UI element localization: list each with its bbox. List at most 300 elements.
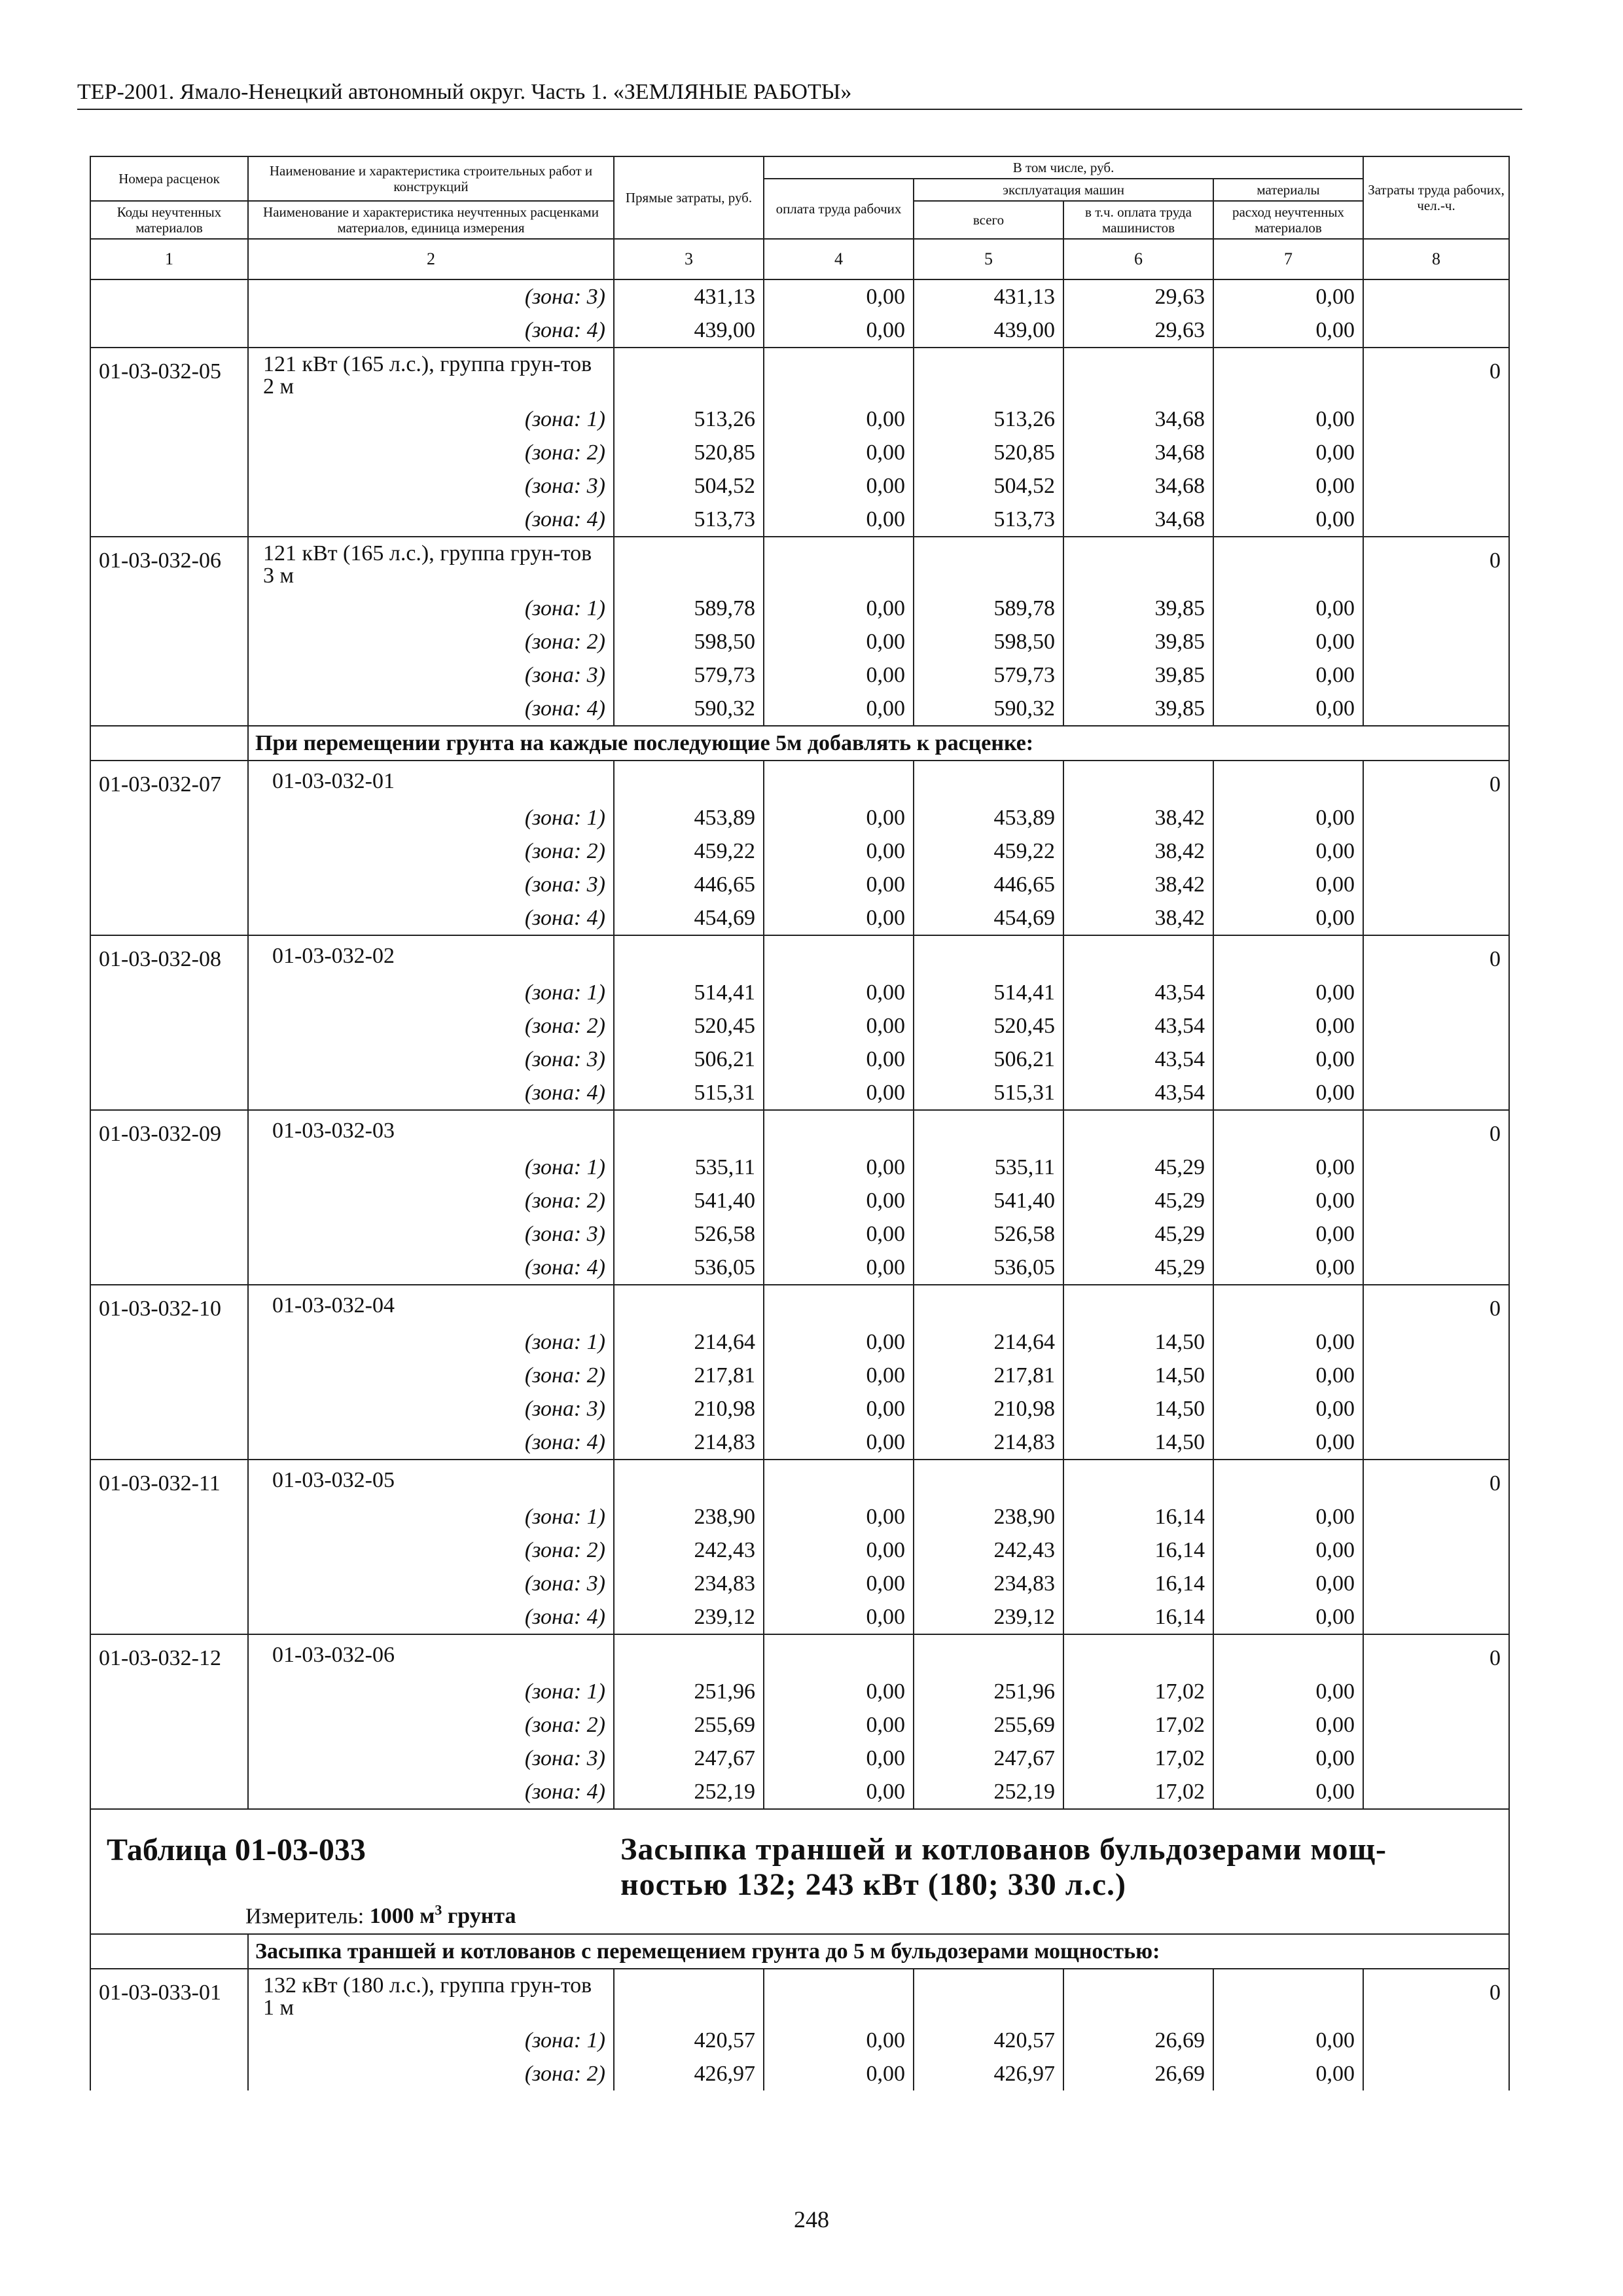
machines-cost: 255,69 xyxy=(914,1708,1063,1742)
direct-cost: 251,96 xyxy=(614,1675,764,1708)
labor-cost: 0 xyxy=(1363,1460,1509,1500)
operators-cost: 14,50 xyxy=(1063,1325,1213,1359)
wages-cost: 0,00 xyxy=(764,436,914,469)
operators-cost: 16,14 xyxy=(1063,1567,1213,1600)
table-row xyxy=(90,1217,1509,1251)
materials-header: материалы xyxy=(1213,179,1363,201)
operators-cost: 39,85 xyxy=(1063,592,1213,625)
direct-cost: 210,98 xyxy=(614,1392,764,1426)
operators-cost: 39,85 xyxy=(1063,625,1213,658)
zone-label: (зона: 4) xyxy=(248,1426,614,1460)
materials-cost: 0,00 xyxy=(1213,1251,1363,1285)
zone-label: (зона: 4) xyxy=(248,314,614,348)
direct-cost: 242,43 xyxy=(614,1534,764,1567)
direct-cost: 515,31 xyxy=(614,1076,764,1110)
materials-cost: 0,00 xyxy=(1213,692,1363,726)
rate-numbers-header: Номера расценок xyxy=(90,156,248,201)
direct-cost: 514,41 xyxy=(614,976,764,1009)
machines-cost: 420,57 xyxy=(914,2024,1063,2057)
unaccounted-materials-header: расход неучтенных материалов xyxy=(1213,201,1363,239)
operators-cost: 26,69 xyxy=(1063,2057,1213,2090)
zone-label: (зона: 2) xyxy=(248,625,614,658)
in-total-header: В том числе, руб. xyxy=(764,156,1363,179)
direct-cost: 454,69 xyxy=(614,901,764,935)
materials-cost: 0,00 xyxy=(1213,1076,1363,1110)
rate-code: 01-03-032-08 xyxy=(90,935,248,976)
material-name-header: Наименование и характеристика неучтенных расценками материалов, единица измерения xyxy=(248,201,614,239)
wages-cost: 0,00 xyxy=(764,314,914,348)
operators-cost: 38,42 xyxy=(1063,834,1213,868)
wages-cost: 0,00 xyxy=(764,2057,914,2090)
wages-cost: 0,00 xyxy=(764,1775,914,1809)
operators-cost: 43,54 xyxy=(1063,1043,1213,1076)
rates-table xyxy=(90,156,1510,2090)
table-row xyxy=(90,1325,1509,1359)
column-number: 5 xyxy=(914,239,1063,279)
table-row xyxy=(90,692,1509,726)
machines-cost: 598,50 xyxy=(914,625,1063,658)
direct-cost: 535,11 xyxy=(614,1151,764,1184)
operators-cost: 14,50 xyxy=(1063,1359,1213,1392)
machines-cost: 513,73 xyxy=(914,503,1063,537)
wages-cost: 0,00 xyxy=(764,1217,914,1251)
table-row xyxy=(90,503,1509,537)
operators-cost: 29,63 xyxy=(1063,314,1213,348)
table-row xyxy=(90,436,1509,469)
rate-row xyxy=(90,935,1509,976)
table-row xyxy=(90,1184,1509,1217)
wages-cost: 0,00 xyxy=(764,1742,914,1775)
materials-cost: 0,00 xyxy=(1213,1359,1363,1392)
rate-row xyxy=(90,1969,1509,2024)
labor-cost: 0 xyxy=(1363,761,1509,801)
page-number: 248 xyxy=(794,2206,829,2233)
direct-cost: 579,73 xyxy=(614,658,764,692)
table-row xyxy=(90,1009,1509,1043)
table-row xyxy=(90,1076,1509,1110)
wages-header: оплата труда рабочих xyxy=(764,179,914,239)
wages-cost: 0,00 xyxy=(764,403,914,436)
rate-name: 01-03-032-04 xyxy=(248,1285,614,1325)
machines-cost: 454,69 xyxy=(914,901,1063,935)
zone-label: (зона: 1) xyxy=(248,592,614,625)
table-row xyxy=(90,1151,1509,1184)
rate-name: 121 кВт (165 л.с.), группа грун-тов 2 м xyxy=(248,348,614,403)
materials-cost: 0,00 xyxy=(1213,1675,1363,1708)
materials-cost: 0,00 xyxy=(1213,2024,1363,2057)
wages-cost: 0,00 xyxy=(764,1359,914,1392)
table-row xyxy=(90,1675,1509,1708)
direct-cost: 504,52 xyxy=(614,469,764,503)
materials-cost: 0,00 xyxy=(1213,1708,1363,1742)
direct-cost: 439,00 xyxy=(614,314,764,348)
operators-cost: 29,63 xyxy=(1063,279,1213,314)
zone-label: (зона: 1) xyxy=(248,1675,614,1708)
table-header xyxy=(90,156,1509,279)
zone-label: (зона: 4) xyxy=(248,1775,614,1809)
machines-cost: 214,64 xyxy=(914,1325,1063,1359)
rate-name: 01-03-032-01 xyxy=(248,761,614,801)
materials-cost: 0,00 xyxy=(1213,1775,1363,1809)
machines-cost: 210,98 xyxy=(914,1392,1063,1426)
materials-cost: 0,00 xyxy=(1213,503,1363,537)
labor-cost: 0 xyxy=(1363,1110,1509,1151)
rate-code: 01-03-032-10 xyxy=(90,1285,248,1325)
zone-label: (зона: 1) xyxy=(248,976,614,1009)
measure-value: 1000 $м^3$ грунта xyxy=(369,1902,516,1929)
labor-cost: 0 xyxy=(1363,1969,1509,2024)
table-row xyxy=(90,1251,1509,1285)
operators-cost: 34,68 xyxy=(1063,403,1213,436)
table-title: Засыпка траншей и котлованов бульдозерами мощ-ностью 132; 243 кВт (180; 330 л.с.) xyxy=(620,1832,1387,1902)
table-row xyxy=(90,1426,1509,1460)
direct-cost: 446,65 xyxy=(614,868,764,901)
operators-cost: 38,42 xyxy=(1063,901,1213,935)
table-row xyxy=(90,2057,1509,2090)
rate-row xyxy=(90,1110,1509,1151)
wages-cost: 0,00 xyxy=(764,692,914,726)
materials-cost: 0,00 xyxy=(1213,592,1363,625)
direct-cost: 520,45 xyxy=(614,1009,764,1043)
direct-cost: 598,50 xyxy=(614,625,764,658)
table-row xyxy=(90,868,1509,901)
labor-cost: 0 xyxy=(1363,935,1509,976)
materials-cost: 0,00 xyxy=(1213,1742,1363,1775)
operators-cost: 38,42 xyxy=(1063,801,1213,834)
rate-name: 132 кВт (180 л.с.), группа грун-тов 1 м xyxy=(248,1969,614,2024)
direct-cost: 589,78 xyxy=(614,592,764,625)
direct-cost: 420,57 xyxy=(614,2024,764,2057)
rate-code: 01-03-032-06 xyxy=(90,537,248,592)
wages-cost: 0,00 xyxy=(764,1043,914,1076)
materials-cost: 0,00 xyxy=(1213,1184,1363,1217)
direct-cost: 590,32 xyxy=(614,692,764,726)
rate-name: 121 кВт (165 л.с.), группа грун-тов 3 м xyxy=(248,537,614,592)
labor-cost: 0 xyxy=(1363,537,1509,592)
materials-cost: 0,00 xyxy=(1213,868,1363,901)
wages-cost: 0,00 xyxy=(764,279,914,314)
running-header: ТЕР-2001. Ямало-Ненецкий автономный округ. Часть 1. «ЗЕМЛЯНЫЕ РАБОТЫ» xyxy=(77,77,1522,110)
zone-label: (зона: 1) xyxy=(248,403,614,436)
operator-wages-header: в т.ч. оплата труда машинистов xyxy=(1063,201,1213,239)
section-heading: При перемещении грунта на каждые последующие 5м добавлять к расценке: xyxy=(248,726,1509,761)
rate-name: 01-03-032-05 xyxy=(248,1460,614,1500)
section-row xyxy=(90,1934,1509,1969)
direct-cost: 239,12 xyxy=(614,1600,764,1634)
wages-cost: 0,00 xyxy=(764,976,914,1009)
table-row xyxy=(90,1500,1509,1534)
wages-cost: 0,00 xyxy=(764,1325,914,1359)
table-row xyxy=(90,469,1509,503)
table-label: Таблица 01-03-033 xyxy=(107,1833,366,1867)
machines-cost: 541,40 xyxy=(914,1184,1063,1217)
operators-cost: 34,68 xyxy=(1063,469,1213,503)
materials-cost: 0,00 xyxy=(1213,834,1363,868)
rate-row xyxy=(90,1285,1509,1325)
zone-label: (зона: 1) xyxy=(248,1325,614,1359)
machines-cost: 247,67 xyxy=(914,1742,1063,1775)
wages-cost: 0,00 xyxy=(764,469,914,503)
operators-cost: 16,14 xyxy=(1063,1500,1213,1534)
operators-cost: 17,02 xyxy=(1063,1708,1213,1742)
direct-cost: 214,83 xyxy=(614,1426,764,1460)
labor-cost: 0 xyxy=(1363,348,1509,403)
wages-cost: 0,00 xyxy=(764,1567,914,1600)
rate-code: 01-03-032-07 xyxy=(90,761,248,801)
work-name-header: Наименование и характеристика строительных работ и конструкций xyxy=(248,156,614,201)
zone-label: (зона: 4) xyxy=(248,1600,614,1634)
operators-cost: 45,29 xyxy=(1063,1251,1213,1285)
direct-cost: 255,69 xyxy=(614,1708,764,1742)
zone-label: (зона: 2) xyxy=(248,834,614,868)
zone-label: (зона: 4) xyxy=(248,503,614,537)
table-row xyxy=(90,976,1509,1009)
materials-cost: 0,00 xyxy=(1213,1325,1363,1359)
materials-cost: 0,00 xyxy=(1213,976,1363,1009)
zone-label: (зона: 3) xyxy=(248,1043,614,1076)
direct-cost: 506,21 xyxy=(614,1043,764,1076)
labor-cost: 0 xyxy=(1363,1634,1509,1675)
machines-cost: 214,83 xyxy=(914,1426,1063,1460)
materials-cost: 0,00 xyxy=(1213,1392,1363,1426)
table-row xyxy=(90,1775,1509,1809)
machines-total-header: всего xyxy=(914,201,1063,239)
machines-cost: 238,90 xyxy=(914,1500,1063,1534)
table-row xyxy=(90,658,1509,692)
column-number: 4 xyxy=(764,239,914,279)
column-number: 2 xyxy=(248,239,614,279)
zone-label: (зона: 2) xyxy=(248,1009,614,1043)
wages-cost: 0,00 xyxy=(764,901,914,935)
zone-label: (зона: 4) xyxy=(248,901,614,935)
zone-label: (зона: 2) xyxy=(248,1359,614,1392)
materials-cost: 0,00 xyxy=(1213,1534,1363,1567)
rate-code: 01-03-032-09 xyxy=(90,1110,248,1151)
zone-label: (зона: 3) xyxy=(248,1392,614,1426)
zone-label: (зона: 4) xyxy=(248,1251,614,1285)
zone-label: (зона: 3) xyxy=(248,1742,614,1775)
zone-label: (зона: 1) xyxy=(248,2024,614,2057)
machines-cost: 251,96 xyxy=(914,1675,1063,1708)
zone-label: (зона: 3) xyxy=(248,279,614,314)
rate-code: 01-03-032-11 xyxy=(90,1460,248,1500)
operators-cost: 17,02 xyxy=(1063,1742,1213,1775)
table-row xyxy=(90,1043,1509,1076)
zone-label: (зона: 4) xyxy=(248,1076,614,1110)
machines-cost: 439,00 xyxy=(914,314,1063,348)
table-row xyxy=(90,1392,1509,1426)
measure-line xyxy=(107,1893,606,1933)
zone-label: (зона: 1) xyxy=(248,1500,614,1534)
direct-cost: 217,81 xyxy=(614,1359,764,1392)
wages-cost: 0,00 xyxy=(764,1076,914,1110)
operators-cost: 16,14 xyxy=(1063,1600,1213,1634)
operators-cost: 39,85 xyxy=(1063,692,1213,726)
labor-costs-header: Затраты труда рабочих, чел.-ч. xyxy=(1363,156,1509,239)
machines-cost: 589,78 xyxy=(914,592,1063,625)
operators-cost: 17,02 xyxy=(1063,1775,1213,1809)
rate-row xyxy=(90,1460,1509,1500)
direct-cost: 252,19 xyxy=(614,1775,764,1809)
machines-cost: 504,52 xyxy=(914,469,1063,503)
rate-code: 01-03-032-12 xyxy=(90,1634,248,1675)
materials-cost: 0,00 xyxy=(1213,1500,1363,1534)
machines-cost: 446,65 xyxy=(914,868,1063,901)
zone-label: (зона: 4) xyxy=(248,692,614,726)
wages-cost: 0,00 xyxy=(764,1500,914,1534)
operators-cost: 16,14 xyxy=(1063,1534,1213,1567)
zone-label: (зона: 2) xyxy=(248,1184,614,1217)
wages-cost: 0,00 xyxy=(764,834,914,868)
wages-cost: 0,00 xyxy=(764,1251,914,1285)
operators-cost: 34,68 xyxy=(1063,503,1213,537)
wages-cost: 0,00 xyxy=(764,1600,914,1634)
machines-cost: 520,45 xyxy=(914,1009,1063,1043)
operators-cost: 14,50 xyxy=(1063,1392,1213,1426)
table-row xyxy=(90,625,1509,658)
materials-cost: 0,00 xyxy=(1213,1151,1363,1184)
direct-costs-header: Прямые затраты, руб. xyxy=(614,156,764,239)
operators-cost: 17,02 xyxy=(1063,1675,1213,1708)
machines-cost: 426,97 xyxy=(914,2057,1063,2090)
materials-cost: 0,00 xyxy=(1213,1600,1363,1634)
rate-code: 01-03-032-05 xyxy=(90,348,248,403)
column-number: 8 xyxy=(1363,239,1509,279)
machines-cost: 239,12 xyxy=(914,1600,1063,1634)
wages-cost: 0,00 xyxy=(764,658,914,692)
rate-name: 01-03-032-06 xyxy=(248,1634,614,1675)
materials-cost: 0,00 xyxy=(1213,801,1363,834)
direct-cost: 431,13 xyxy=(614,279,764,314)
wages-cost: 0,00 xyxy=(764,1184,914,1217)
column-number: 1 xyxy=(90,239,248,279)
machines-cost: 459,22 xyxy=(914,834,1063,868)
materials-cost: 0,00 xyxy=(1213,469,1363,503)
table-row xyxy=(90,1742,1509,1775)
wages-cost: 0,00 xyxy=(764,1009,914,1043)
materials-cost: 0,00 xyxy=(1213,314,1363,348)
direct-cost: 247,67 xyxy=(614,1742,764,1775)
wages-cost: 0,00 xyxy=(764,1392,914,1426)
machine-operation-header: эксплуатация машин xyxy=(914,179,1213,201)
materials-cost: 0,00 xyxy=(1213,1009,1363,1043)
rate-row xyxy=(90,1634,1509,1675)
direct-cost: 526,58 xyxy=(614,1217,764,1251)
direct-cost: 426,97 xyxy=(614,2057,764,2090)
operators-cost: 43,54 xyxy=(1063,1076,1213,1110)
rate-row xyxy=(90,761,1509,801)
measure-prefix: Измеритель: xyxy=(245,1904,365,1929)
wages-cost: 0,00 xyxy=(764,625,914,658)
table-row xyxy=(90,901,1509,935)
machines-cost: 536,05 xyxy=(914,1251,1063,1285)
table-row xyxy=(90,314,1509,348)
rate-name: 01-03-032-03 xyxy=(248,1110,614,1151)
wages-cost: 0,00 xyxy=(764,2024,914,2057)
direct-cost: 513,73 xyxy=(614,503,764,537)
table-row xyxy=(90,1534,1509,1567)
zone-label: (зона: 2) xyxy=(248,1708,614,1742)
codes-unaccounted-header: Коды неучтенных материалов xyxy=(90,201,248,239)
wages-cost: 0,00 xyxy=(764,1534,914,1567)
materials-cost: 0,00 xyxy=(1213,1043,1363,1076)
table-row xyxy=(90,403,1509,436)
direct-cost: 541,40 xyxy=(614,1184,764,1217)
machines-cost: 431,13 xyxy=(914,279,1063,314)
zone-label: (зона: 3) xyxy=(248,1217,614,1251)
machines-cost: 513,26 xyxy=(914,403,1063,436)
materials-cost: 0,00 xyxy=(1213,279,1363,314)
machines-cost: 579,73 xyxy=(914,658,1063,692)
machines-cost: 242,43 xyxy=(914,1534,1063,1567)
table-row xyxy=(90,1708,1509,1742)
zone-label: (зона: 3) xyxy=(248,1567,614,1600)
operators-cost: 14,50 xyxy=(1063,1426,1213,1460)
materials-cost: 0,00 xyxy=(1213,1567,1363,1600)
operators-cost: 45,29 xyxy=(1063,1151,1213,1184)
direct-cost: 459,22 xyxy=(614,834,764,868)
direct-cost: 453,89 xyxy=(614,801,764,834)
wages-cost: 0,00 xyxy=(764,801,914,834)
machines-cost: 526,58 xyxy=(914,1217,1063,1251)
section-row xyxy=(90,726,1509,761)
labor-cost: 0 xyxy=(1363,1285,1509,1325)
table-row xyxy=(90,1567,1509,1600)
materials-cost: 0,00 xyxy=(1213,901,1363,935)
operators-cost: 43,54 xyxy=(1063,1009,1213,1043)
operators-cost: 34,68 xyxy=(1063,436,1213,469)
machines-cost: 252,19 xyxy=(914,1775,1063,1809)
operators-cost: 26,69 xyxy=(1063,2024,1213,2057)
materials-cost: 0,00 xyxy=(1213,2057,1363,2090)
operators-cost: 45,29 xyxy=(1063,1217,1213,1251)
column-number: 3 xyxy=(614,239,764,279)
zone-label: (зона: 3) xyxy=(248,469,614,503)
wages-cost: 0,00 xyxy=(764,1708,914,1742)
machines-cost: 217,81 xyxy=(914,1359,1063,1392)
rate-row xyxy=(90,537,1509,592)
table-row xyxy=(90,592,1509,625)
rate-code: 01-03-033-01 xyxy=(90,1969,248,2024)
direct-cost: 214,64 xyxy=(614,1325,764,1359)
wages-cost: 0,00 xyxy=(764,1426,914,1460)
table-row xyxy=(90,801,1509,834)
operators-cost: 43,54 xyxy=(1063,976,1213,1009)
zone-label: (зона: 2) xyxy=(248,2057,614,2090)
materials-cost: 0,00 xyxy=(1213,436,1363,469)
materials-cost: 0,00 xyxy=(1213,1426,1363,1460)
zone-label: (зона: 3) xyxy=(248,658,614,692)
machines-cost: 506,21 xyxy=(914,1043,1063,1076)
materials-cost: 0,00 xyxy=(1213,625,1363,658)
table-row xyxy=(90,1359,1509,1392)
direct-cost: 238,90 xyxy=(614,1500,764,1534)
direct-cost: 234,83 xyxy=(614,1567,764,1600)
wages-cost: 0,00 xyxy=(764,503,914,537)
materials-cost: 0,00 xyxy=(1213,1217,1363,1251)
machines-cost: 590,32 xyxy=(914,692,1063,726)
materials-cost: 0,00 xyxy=(1213,403,1363,436)
machines-cost: 520,85 xyxy=(914,436,1063,469)
column-number: 6 xyxy=(1063,239,1213,279)
direct-cost: 513,26 xyxy=(614,403,764,436)
rate-row xyxy=(90,348,1509,403)
wages-cost: 0,00 xyxy=(764,868,914,901)
section-heading: Засыпка траншей и котлованов с перемещением грунта до 5 м бульдозерами мощностью: xyxy=(248,1934,1509,1969)
operators-cost: 45,29 xyxy=(1063,1184,1213,1217)
direct-cost: 536,05 xyxy=(614,1251,764,1285)
machines-cost: 514,41 xyxy=(914,976,1063,1009)
